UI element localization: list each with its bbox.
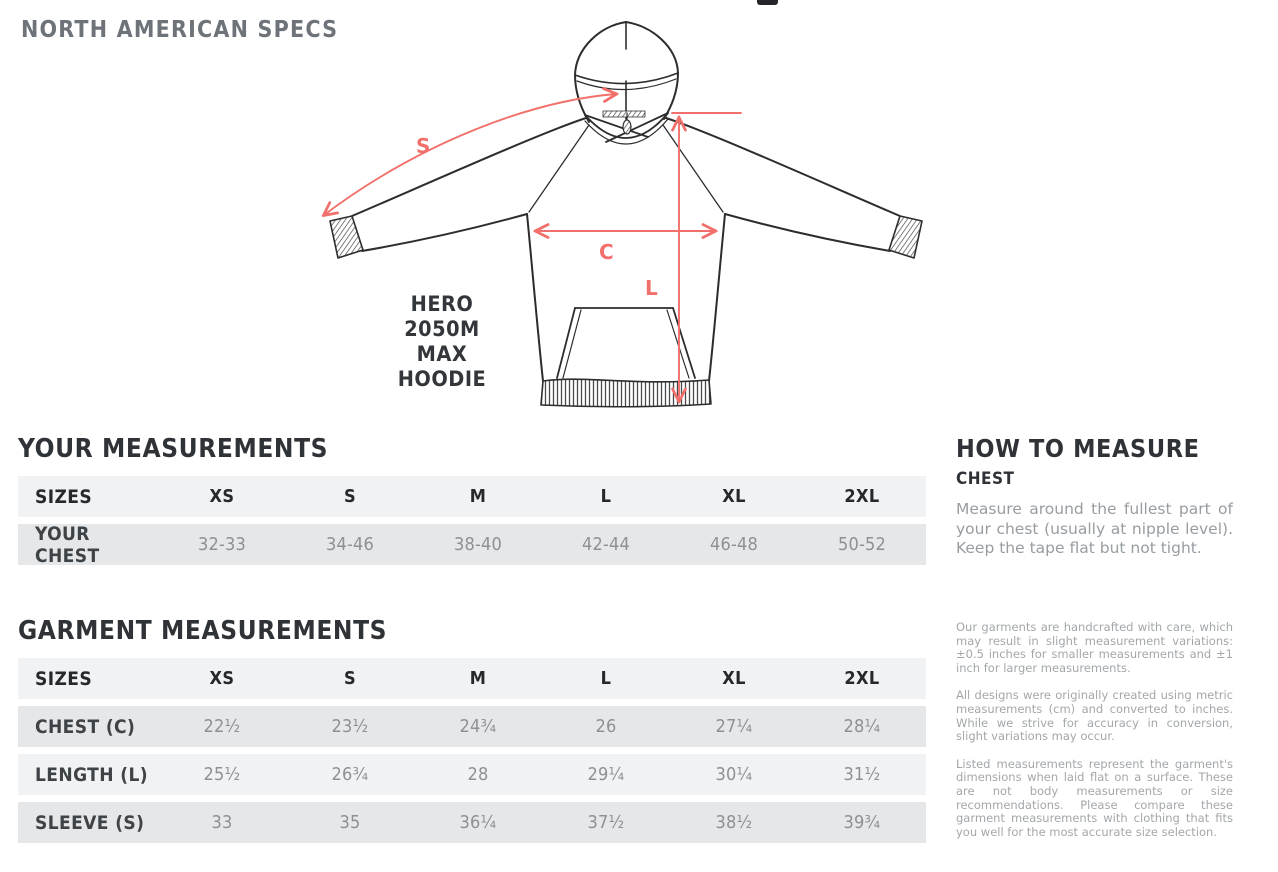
column-header: 2XL	[844, 486, 880, 507]
cell-value: 22½	[203, 716, 241, 737]
cell-value: 36¼	[459, 812, 497, 833]
how-to-measure-body: Measure around the fullest part of your chest (usually at nipple level). Keep the tape flat but not tight.	[956, 500, 1233, 558]
cell-value: 35	[339, 812, 361, 833]
cell-value: 34-46	[325, 534, 375, 555]
cell-value: 25½	[203, 764, 241, 785]
cell-value: 28¼	[843, 716, 881, 737]
column-header: M	[469, 486, 487, 507]
product-name-line1: HERO 2050M	[404, 292, 480, 342]
column-header: L	[600, 486, 612, 507]
cell-value: 33	[211, 812, 233, 833]
cell-value: 26	[595, 716, 617, 737]
cell-value: 37½	[587, 812, 625, 833]
cell-value: 46-48	[709, 534, 759, 555]
column-header: SIZES	[35, 667, 93, 690]
cell-value: 23½	[331, 716, 369, 737]
column-header: XS	[209, 486, 235, 507]
cell-value: 26¾	[331, 764, 369, 785]
how-to-measure-title: HOW TO MEASURE	[956, 434, 1200, 463]
column-header: XS	[209, 668, 235, 689]
cell-value: 50-52	[837, 534, 887, 555]
product-name-line2: MAX HOODIE	[397, 342, 487, 392]
garment-measurements-table	[18, 658, 926, 850]
column-header: XL	[722, 486, 746, 507]
column-header: SIZES	[35, 485, 93, 508]
chest-arrow-label: C	[599, 240, 614, 264]
sleeve-arrow-label: S	[416, 134, 431, 158]
cell-value: 38-40	[453, 534, 503, 555]
cell-value: 30¼	[715, 764, 753, 785]
cell-value: 28	[467, 764, 489, 785]
cell-value: 31½	[843, 764, 881, 785]
table-header-row	[18, 476, 926, 517]
region-title: NORTH AMERICAN SPECS	[21, 17, 339, 43]
how-to-measure-subtitle: CHEST	[956, 469, 1015, 489]
table-row	[18, 754, 926, 795]
cell-value: 38½	[715, 812, 753, 833]
disclaimer-paragraph: Our garments are handcrafted with care, which may result in slight measurement variations: ±0.5 inches for smaller measurements and ±1 inch for larger measurements.	[956, 620, 1233, 675]
row-label: LENGTH (L)	[35, 763, 148, 786]
column-header: 2XL	[844, 668, 880, 689]
column-header: L	[600, 668, 612, 689]
column-header: XL	[722, 668, 746, 689]
table-row	[18, 706, 926, 747]
cell-value: 27¼	[715, 716, 753, 737]
your-measurements-table	[18, 476, 926, 572]
product-name	[372, 292, 512, 392]
cell-value: 39¾	[843, 812, 881, 833]
cell-value: 29¼	[587, 764, 625, 785]
table-header-row	[18, 658, 926, 699]
table-row	[18, 802, 926, 843]
column-header: S	[343, 668, 357, 689]
sleeve-arrow	[324, 94, 616, 215]
cell-value: 32-33	[197, 534, 247, 555]
row-label: YOUR CHEST	[35, 522, 100, 567]
your-measurements-title: YOUR MEASUREMENTS	[18, 434, 329, 464]
disclaimer-paragraph: Listed measurements represent the garment's dimensions when laid flat on a surface. These are not body measurements or size recommendations. Please compare these garment measurements with clothing that fits you well for the most accurate size selection.	[956, 756, 1233, 839]
column-header: M	[469, 668, 487, 689]
table-row	[18, 524, 926, 565]
column-header: S	[343, 486, 357, 507]
disclaimer-paragraph: All designs were originally created using metric measurements (cm) and converted to inches. While we strive for accuracy in conversion, slight variations may occur.	[956, 688, 1233, 744]
disclaimer-text	[956, 621, 1233, 853]
cell-value: 24¾	[459, 716, 497, 737]
garment-measurements-title: GARMENT MEASUREMENTS	[18, 616, 388, 646]
row-label: CHEST (C)	[35, 715, 136, 738]
row-label: SLEEVE (S)	[35, 811, 145, 834]
cell-value: 42-44	[581, 534, 631, 555]
length-arrow-label: L	[645, 276, 658, 300]
